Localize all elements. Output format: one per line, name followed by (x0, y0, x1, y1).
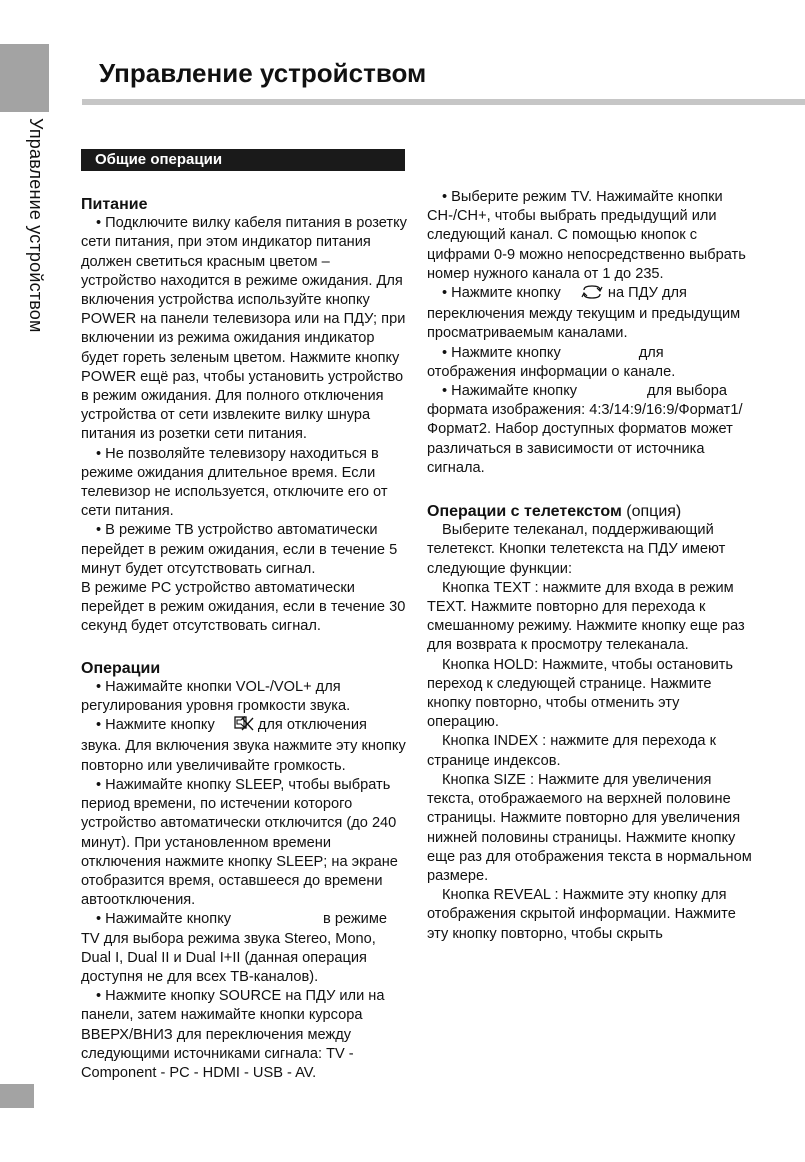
page-title: Управление устройством (99, 58, 427, 88)
right-p3-start: • Нажмите кнопку (442, 344, 561, 361)
right-column (427, 188, 752, 944)
ops-paragraph-5: • Нажмите кнопку SOURCE на ПДУ или на панели, затем нажимайте кнопки курсора ВВЕРХ/ВНИЗ для переключения между следующими источниками сигнала: TV - Component - PC - HDMI - USB - AV. (81, 988, 385, 1081)
teletext-paragraph-2: Кнопка TEXT : нажмите для входа в режим TEXT. Нажмите повторно для перехода к смешанному режиму. Нажмите кнопку еще раз для возврата к просмотру телеканала. (427, 579, 745, 654)
side-section-label: Управление устройством (26, 118, 46, 333)
right-paragraph-3 (427, 344, 752, 382)
recall-icon (565, 285, 604, 305)
ops-p4-end: в режиме TV для выбора режима звука Stereo, Mono, Dual I, Dual II и Dual I+II (данная операция доступня не для всех ТВ-каналов). (81, 911, 387, 985)
title-underline (82, 99, 805, 105)
teletext-paragraph-1: Выберите телеканал, поддерживающий телетекст. Кнопки телетекста на ПДУ имеют следующие функции: (427, 522, 726, 577)
teletext-heading-option: (опция) (626, 503, 682, 521)
operations-heading: Операции (81, 659, 161, 677)
teletext-paragraph-3: Кнопка HOLD: Нажмите, чтобы остановить переход к следующей странице. Нажмите кнопку повторно, чтобы отменить эту операцию. (427, 656, 734, 731)
power-heading: Питание (81, 196, 148, 213)
right-paragraph-1: • Выберите режим TV. Нажимайте кнопки CH-/CH+, чтобы выбрать предыдущий или следующий канал. С помощью кнопок с цифрами 0-9 можно непосредственно выбрать номер нужного канала от 1 до 235. (427, 189, 746, 282)
power-paragraph-2: • Не позволяйте телевизору находиться в режиме ожидания длительное время. Если телевизор не используется, отключите его от сети питания. (81, 445, 388, 520)
right-paragraph-2 (427, 284, 752, 344)
ops-p2-end: для отключения звука. Для включения звука нажмите эту кнопку повторно или увеличивайте громкость. (81, 717, 406, 774)
ops-p4-start: • Нажимайте кнопку (96, 911, 232, 928)
right-p3-end: для отображения информации о канале. (427, 344, 676, 380)
right-p2-end: на ПДУ для переключения между текущим и предыдущим просматриваемым каналами. (427, 285, 741, 342)
right-paragraph-4 (427, 382, 752, 478)
teletext-paragraph-6: Кнопка REVEAL : Нажмите эту кнопку для отображения скрытой информации. Нажмите эту кнопку повторно, чтобы скрыть (427, 887, 736, 942)
mute-icon (219, 716, 254, 737)
teletext-heading-text: Операции с телетекстом (427, 503, 622, 521)
right-p4-start: • Нажимайте кнопку (442, 383, 578, 400)
teletext-heading (427, 502, 752, 521)
power-paragraph-3: • В режиме ТВ устройство автоматически перейдет в режим ожидания, если в течение 5 минут будет отсутствовать сигнал. (81, 522, 398, 577)
right-p2-start: • Нажмите кнопку (442, 285, 561, 302)
left-column (81, 149, 407, 1083)
side-tab-marker (0, 44, 49, 112)
page-corner-marker (0, 1084, 34, 1108)
right-p4-end: для выбора формата изображения: 4:3/14:9/16:9/Формат1/Формат2. Набор доступных форматов может различаться в зависимости от источника сигнала. (427, 383, 743, 476)
ops-p2-start: • Нажмите кнопку (96, 717, 215, 734)
ops-paragraph-2 (81, 716, 407, 776)
ops-paragraph-3: • Нажимайте кнопку SLEEP, чтобы выбрать период времени, по истечении которого устройство автоматически отключится (до 240 минут). При установленном времени отключения нажмите кнопку SLEEP; на экране отобразится время, оставшееся до времени автоотключения. (81, 776, 398, 909)
ops-paragraph-1: • Нажимайте кнопки VOL-/VOL+ для регулирования уровня громкости звука. (81, 678, 351, 715)
ops-paragraph-4 (81, 910, 407, 987)
teletext-paragraph-4: Кнопка INDEX : нажмите для перехода к странице индексов. (427, 733, 716, 769)
teletext-paragraph-5: Кнопка SIZE : Нажмите для увеличения текста, отображаемого на верхней половине страницы. Нажмите повторно для увеличения нижней половины страницы. Нажмите кнопку еще раз для отображения текста в нормальном размере. (427, 771, 752, 884)
power-paragraph-1: • Подключите вилку кабеля питания в розетку сети питания, при этом индикатор питания должен светиться красным цветом – устройство находится в режиме ожидания. Для включения устройства используйте кнопку POWER на панели телевизора или на ПДУ; при включении из режима ожидания индикатор будет гореть зеленым цветом. Нажмите кнопку POWER ещё раз, чтобы установить устройство в режим ожидания. Для полного отключения устройства от сети извлеките вилку шнура питания из розетки сети питания. (81, 215, 407, 443)
section-title-bar: Общие операции (81, 149, 405, 171)
power-paragraph-4: В режиме PC устройство автоматически перейдет в режим ожидания, если в течение 30 секунд будет отсутствовать сигнал. (81, 580, 406, 635)
